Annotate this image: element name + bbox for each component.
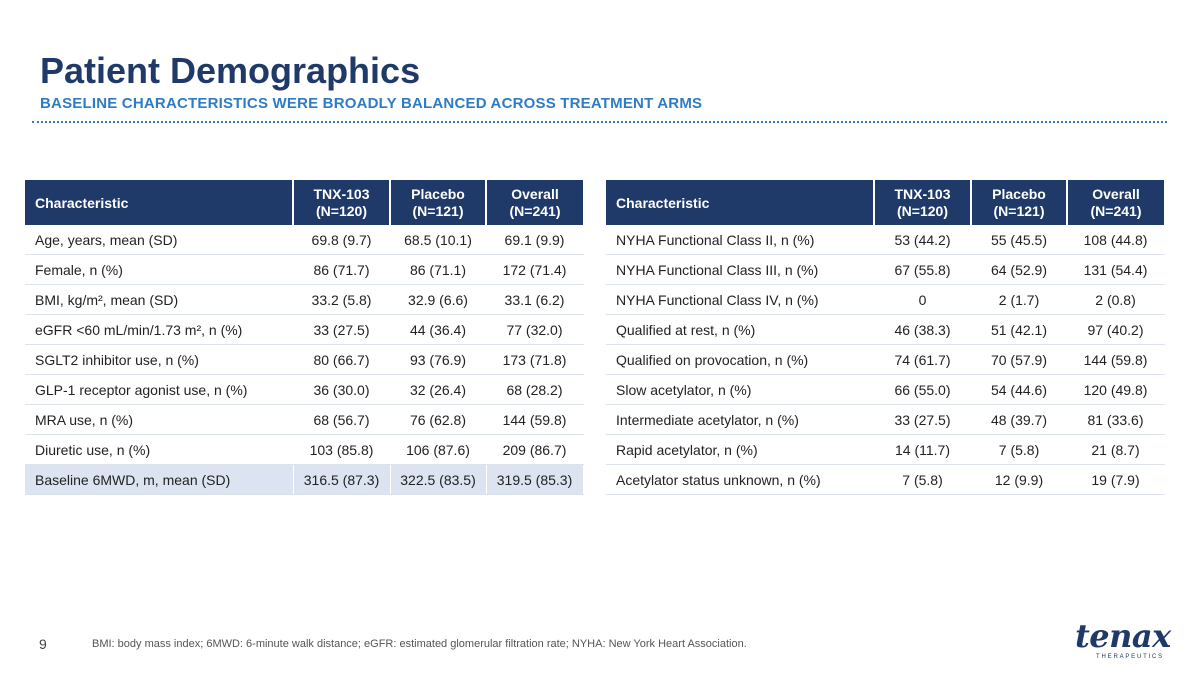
table-row bbox=[606, 285, 1164, 315]
demographics-table-left bbox=[25, 180, 584, 495]
table-row bbox=[25, 345, 583, 375]
cell-placebo: 51 (42.1) bbox=[971, 315, 1067, 345]
cell-placebo: 70 (57.9) bbox=[971, 345, 1067, 375]
logo-wordmark: tenax bbox=[1075, 617, 1171, 655]
cell-overall: 131 (54.4) bbox=[1067, 255, 1164, 285]
table-row-highlighted bbox=[25, 465, 583, 495]
header-characteristic: Characteristic bbox=[606, 180, 874, 225]
cell-overall: 172 (71.4) bbox=[486, 255, 583, 285]
cell-tnx-103: 33 (27.5) bbox=[874, 405, 971, 435]
cell-placebo: 86 (71.1) bbox=[390, 255, 486, 285]
cell-overall: 319.5 (85.3) bbox=[486, 465, 583, 495]
cell-tnx-103: 33.2 (5.8) bbox=[293, 285, 390, 315]
row-label: Age, years, mean (SD) bbox=[25, 225, 293, 255]
cell-overall: 144 (59.8) bbox=[1067, 345, 1164, 375]
table-row bbox=[606, 405, 1164, 435]
cell-tnx-103: 53 (44.2) bbox=[874, 225, 971, 255]
cell-overall: 2 (0.8) bbox=[1067, 285, 1164, 315]
row-label: Qualified at rest, n (%) bbox=[606, 315, 874, 345]
cell-overall: 19 (7.9) bbox=[1067, 465, 1164, 495]
cell-overall: 77 (32.0) bbox=[486, 315, 583, 345]
cell-placebo: 32.9 (6.6) bbox=[390, 285, 486, 315]
cell-placebo: 93 (76.9) bbox=[390, 345, 486, 375]
table-row bbox=[25, 285, 583, 315]
cell-tnx-103: 66 (55.0) bbox=[874, 375, 971, 405]
cell-tnx-103: 103 (85.8) bbox=[293, 435, 390, 465]
cell-overall: 144 (59.8) bbox=[486, 405, 583, 435]
table-row bbox=[25, 255, 583, 285]
cell-tnx-103: 67 (55.8) bbox=[874, 255, 971, 285]
cell-overall: 173 (71.8) bbox=[486, 345, 583, 375]
cell-tnx-103: 68 (56.7) bbox=[293, 405, 390, 435]
row-label: eGFR <60 mL/min/1.73 m², n (%) bbox=[25, 315, 293, 345]
cell-placebo: 64 (52.9) bbox=[971, 255, 1067, 285]
slide-title: Patient Demographics bbox=[40, 50, 421, 91]
cell-overall: 209 (86.7) bbox=[486, 435, 583, 465]
cell-placebo: 32 (26.4) bbox=[390, 375, 486, 405]
cell-overall: 81 (33.6) bbox=[1067, 405, 1164, 435]
table-row bbox=[606, 465, 1164, 495]
row-label: BMI, kg/m², mean (SD) bbox=[25, 285, 293, 315]
row-label: Diuretic use, n (%) bbox=[25, 435, 293, 465]
table-row bbox=[606, 345, 1164, 375]
cell-tnx-103: 46 (38.3) bbox=[874, 315, 971, 345]
cell-placebo: 7 (5.8) bbox=[971, 435, 1067, 465]
cell-tnx-103: 86 (71.7) bbox=[293, 255, 390, 285]
logo-tagline: THERAPEUTICS bbox=[1096, 654, 1164, 660]
table-row bbox=[606, 375, 1164, 405]
cell-overall: 108 (44.8) bbox=[1067, 225, 1164, 255]
cell-overall: 33.1 (6.2) bbox=[486, 285, 583, 315]
header-placebo: Placebo (N=121) bbox=[971, 180, 1067, 225]
cell-placebo: 54 (44.6) bbox=[971, 375, 1067, 405]
table-row bbox=[25, 315, 583, 345]
header-tnx-103: TNX-103 (N=120) bbox=[293, 180, 390, 225]
row-label: GLP-1 receptor agonist use, n (%) bbox=[25, 375, 293, 405]
cell-placebo: 322.5 (83.5) bbox=[390, 465, 486, 495]
row-label: NYHA Functional Class III, n (%) bbox=[606, 255, 874, 285]
dotted-divider bbox=[32, 121, 1167, 123]
table-header-row bbox=[606, 180, 1164, 225]
row-label: Intermediate acetylator, n (%) bbox=[606, 405, 874, 435]
cell-tnx-103: 36 (30.0) bbox=[293, 375, 390, 405]
row-label: Qualified on provocation, n (%) bbox=[606, 345, 874, 375]
cell-placebo: 68.5 (10.1) bbox=[390, 225, 486, 255]
table-row bbox=[25, 435, 583, 465]
cell-overall: 68 (28.2) bbox=[486, 375, 583, 405]
cell-overall: 120 (49.8) bbox=[1067, 375, 1164, 405]
footnote: BMI: body mass index; 6MWD: 6-minute walk distance; eGFR: estimated glomerular filtration rate; NYHA: New York Heart Association. bbox=[92, 638, 747, 650]
cell-overall: 69.1 (9.9) bbox=[486, 225, 583, 255]
table-row bbox=[25, 225, 583, 255]
cell-tnx-103: 69.8 (9.7) bbox=[293, 225, 390, 255]
row-label: Slow acetylator, n (%) bbox=[606, 375, 874, 405]
cell-tnx-103: 7 (5.8) bbox=[874, 465, 971, 495]
table-header-row bbox=[25, 180, 583, 225]
cell-tnx-103: 80 (66.7) bbox=[293, 345, 390, 375]
cell-tnx-103: 14 (11.7) bbox=[874, 435, 971, 465]
header-overall: Overall (N=241) bbox=[1067, 180, 1164, 225]
cell-placebo: 48 (39.7) bbox=[971, 405, 1067, 435]
row-label: MRA use, n (%) bbox=[25, 405, 293, 435]
cell-overall: 21 (8.7) bbox=[1067, 435, 1164, 465]
row-label: Acetylator status unknown, n (%) bbox=[606, 465, 874, 495]
header-characteristic: Characteristic bbox=[25, 180, 293, 225]
table-row bbox=[25, 375, 583, 405]
cell-placebo: 2 (1.7) bbox=[971, 285, 1067, 315]
tenax-logo bbox=[1075, 617, 1171, 664]
row-label: Female, n (%) bbox=[25, 255, 293, 285]
row-label: Rapid acetylator, n (%) bbox=[606, 435, 874, 465]
cell-placebo: 76 (62.8) bbox=[390, 405, 486, 435]
cell-tnx-103: 0 bbox=[874, 285, 971, 315]
cell-tnx-103: 74 (61.7) bbox=[874, 345, 971, 375]
table-row bbox=[606, 315, 1164, 345]
header-placebo: Placebo (N=121) bbox=[390, 180, 486, 225]
row-label: SGLT2 inhibitor use, n (%) bbox=[25, 345, 293, 375]
cell-placebo: 12 (9.9) bbox=[971, 465, 1067, 495]
cell-placebo: 55 (45.5) bbox=[971, 225, 1067, 255]
row-label: NYHA Functional Class II, n (%) bbox=[606, 225, 874, 255]
slide-subtitle: BASELINE CHARACTERISTICS WERE BROADLY BALANCED ACROSS TREATMENT ARMS bbox=[40, 95, 703, 112]
table-row bbox=[606, 255, 1164, 285]
cell-tnx-103: 316.5 (87.3) bbox=[293, 465, 390, 495]
table-row bbox=[25, 405, 583, 435]
page-number: 9 bbox=[39, 636, 47, 652]
table-row bbox=[606, 225, 1164, 255]
header-overall: Overall (N=241) bbox=[486, 180, 583, 225]
row-label: Baseline 6MWD, m, mean (SD) bbox=[25, 465, 293, 495]
cell-tnx-103: 33 (27.5) bbox=[293, 315, 390, 345]
cell-overall: 97 (40.2) bbox=[1067, 315, 1164, 345]
cell-placebo: 106 (87.6) bbox=[390, 435, 486, 465]
row-label: NYHA Functional Class IV, n (%) bbox=[606, 285, 874, 315]
header-tnx-103: TNX-103 (N=120) bbox=[874, 180, 971, 225]
table-row bbox=[606, 435, 1164, 465]
cell-placebo: 44 (36.4) bbox=[390, 315, 486, 345]
demographics-table-right bbox=[606, 180, 1165, 495]
